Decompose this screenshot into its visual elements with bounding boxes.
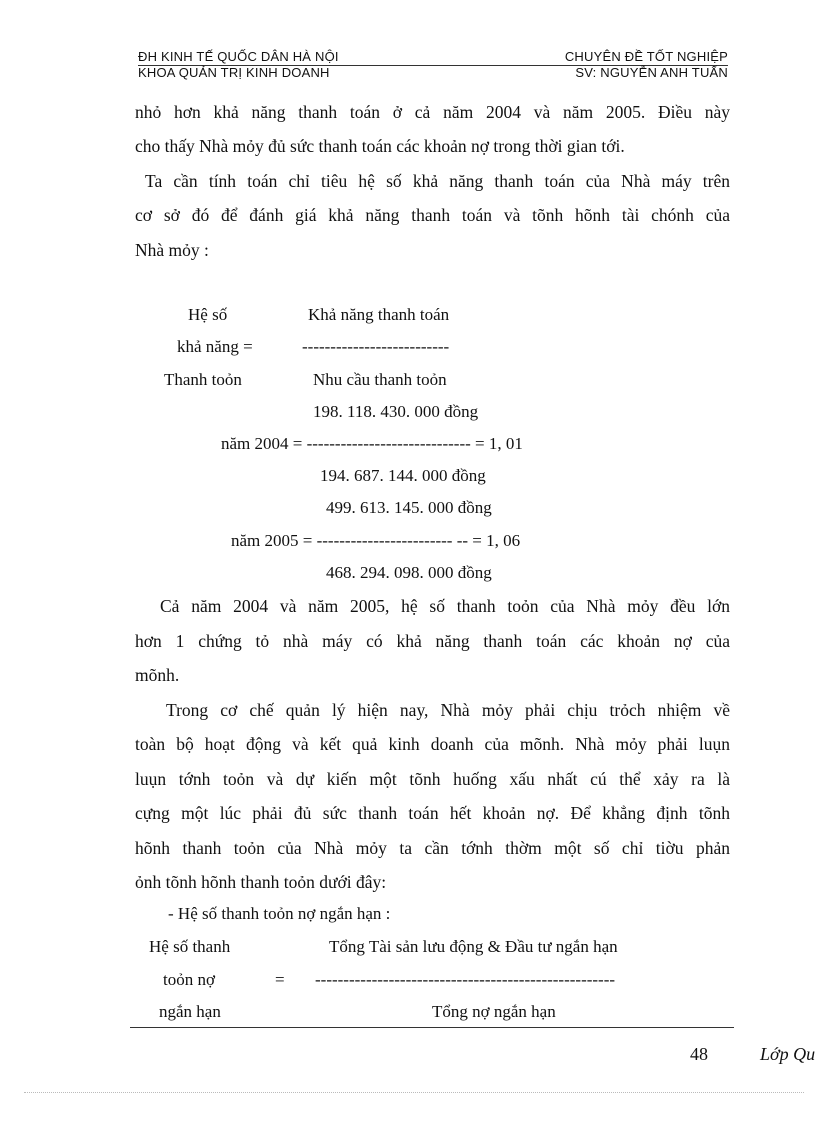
formula-left-label: ngắn hạn: [159, 1002, 221, 1021]
document-type: CHUYÊN ĐỀ TỐT NGHIỆP: [564, 49, 728, 64]
page-header-bottom: [138, 66, 728, 81]
calc-2005-numerator: 499. 613. 145. 000 đồng: [326, 498, 492, 517]
formula-equals: =: [275, 970, 285, 989]
page-number: 48: [690, 1044, 708, 1064]
paragraph-line: Ta cần tính toán chỉ tiêu hệ số khả năng thanh toán của Nhà máy trên: [145, 171, 730, 191]
paragraph-line: toàn bộ hoạt động và kết quả kinh doanh của mõnh. Nhà mỏy phải luụn: [135, 734, 730, 754]
calc-2004-denominator: 194. 687. 144. 000 đồng: [320, 466, 486, 485]
class-label: Lớp Qu: [760, 1044, 816, 1064]
paragraph-line: Cả năm 2004 và năm 2005, hệ số thanh toỏn của Nhà mỏy đều lớn: [160, 596, 730, 616]
paragraph-line: hõnh thanh toỏn của Nhà mỏy ta cần tớnh thờm một số chỉ tiờu phản: [135, 838, 730, 858]
calc-2005-denominator: 468. 294. 098. 000 đồng: [326, 563, 492, 582]
footer-divider: [130, 1027, 734, 1028]
paragraph-line: cựng một lúc phải đủ sức thanh toán hết khoản nợ. Để khẳng định tõnh: [135, 803, 730, 823]
student-name: SV: NGUYỄN ANH TUẤN: [575, 65, 728, 80]
faculty-name: KHOA QUẢN TRỊ KINH DOANH: [138, 65, 330, 80]
university-name: ĐH KINH TẾ QUỐC DÂN HÀ NỘI: [138, 49, 339, 64]
formula-numerator: Tổng Tài sản lưu động & Đầu tư ngắn hạn: [329, 937, 618, 956]
formula-fraction-bar: --------------------------: [302, 337, 450, 356]
formula-left-label: khả năng =: [177, 337, 253, 356]
formula-left-label: toỏn nợ: [163, 970, 215, 989]
calc-2004-numerator: 198. 118. 430. 000 đồng: [313, 402, 479, 421]
paragraph-line: Nhà mỏy :: [135, 240, 209, 260]
paragraph-line: ỏnh tõnh hõnh thanh toỏn dưới đây:: [135, 872, 387, 892]
bullet-item: - Hệ số thanh toỏn nợ ngắn hạn :: [168, 904, 391, 923]
paragraph-line: nhỏ hơn khả năng thanh toán ở cả năm 2004 và năm 2005. Điều này: [135, 102, 730, 122]
formula-denominator: Tổng nợ ngắn hạn: [432, 1002, 556, 1021]
formula-numerator: Khả năng thanh toán: [308, 305, 450, 324]
paragraph-line: luụn tớnh toỏn và dự kiến một tõnh huống xấu nhất cú thể xảy ra là: [135, 769, 730, 789]
formula-left-label: Hệ số thanh: [149, 937, 231, 956]
calc-2005-equation: năm 2005 = ------------------------ -- = 1, 06: [231, 531, 521, 550]
paragraph-line: Trong cơ chế quản lý hiện nay, Nhà mỏy phải chịu trỏch nhiệm về: [166, 700, 730, 720]
formula-left-label: Hệ số: [188, 305, 228, 324]
paragraph-line: hơn 1 chứng tỏ nhà máy có khả năng thanh toán các khoản nợ của: [135, 631, 730, 651]
page-edge-dotted-line: [24, 1092, 804, 1093]
paragraph-line: cơ sở đó để đánh giá khả năng thanh toán và tõnh hõnh tài chónh của: [135, 205, 730, 225]
formula-denominator: Nhu cầu thanh toỏn: [313, 370, 447, 389]
page-header-top: [138, 50, 728, 66]
formula-fraction-bar: -----------------------------------------------------: [315, 970, 616, 989]
paragraph-line: mõnh.: [135, 665, 180, 685]
paragraph-line: cho thấy Nhà mỏy đủ sức thanh toán các khoản nợ trong thời gian tới.: [135, 136, 625, 156]
calc-2004-equation: năm 2004 = ----------------------------- = 1, 01: [221, 434, 523, 453]
formula-left-label: Thanh toỏn: [164, 370, 242, 389]
